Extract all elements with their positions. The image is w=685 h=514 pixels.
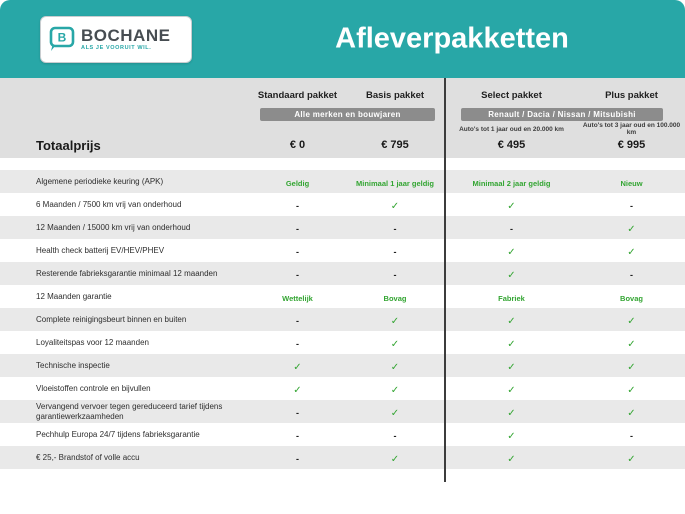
feature-value: Geldig: [285, 178, 310, 188]
feature-cell: [578, 403, 685, 421]
feature-cell: [250, 357, 345, 375]
feature-cell: [345, 380, 445, 398]
check-icon: ✓: [507, 407, 516, 419]
price-basis: € 795: [381, 139, 409, 151]
feature-cell: [445, 334, 578, 352]
feature-cell: [445, 242, 578, 260]
feature-value: Fabriek: [498, 293, 525, 303]
packages-table: [0, 78, 685, 469]
feature-label: Health check batterij EV/HEV/PHEV: [36, 245, 165, 255]
feature-cell: [578, 173, 685, 191]
feature-cell: [345, 449, 445, 467]
feature-cell: [345, 288, 445, 306]
column-divider-line: [444, 78, 446, 482]
table-row: [0, 285, 685, 308]
group-badges-row: [0, 106, 685, 122]
logo-wordmark: BOCHANE: [81, 25, 171, 45]
check-icon: ✓: [627, 361, 636, 373]
logo-tagline: ALS JE VOORUIT WIL.: [81, 44, 152, 51]
table-row: [0, 331, 685, 354]
feature-label: Algemene periodieke keuring (APK): [36, 176, 164, 186]
feature-value: Minimaal 2 jaar geldig: [472, 178, 551, 188]
feature-label: Vervangend vervoer tegen gereduceerd tarief tijdens garantiewerkzaamheden: [36, 401, 223, 421]
column-header-basis: Basis pakket: [365, 89, 425, 101]
check-icon: ✓: [390, 338, 400, 350]
dash-icon: -: [296, 338, 299, 349]
check-icon: ✓: [390, 384, 400, 396]
feature-label: € 25,- Brandstof of volle accu: [36, 452, 140, 462]
feature-cell: [345, 173, 445, 191]
feature-value: Minimaal 1 jaar geldig: [356, 178, 434, 188]
check-icon: ✓: [507, 338, 516, 350]
feature-cell: [250, 173, 345, 191]
page-title: Afleverpakketten: [335, 22, 569, 55]
price-standaard: € 0: [289, 139, 306, 151]
feature-cell: [445, 449, 578, 467]
table-row: [0, 446, 685, 469]
bochane-logo-icon: [48, 25, 76, 53]
column-header-standaard: Standaard pakket: [257, 89, 338, 101]
check-icon: ✓: [627, 246, 636, 258]
bochane-logo: [40, 16, 192, 63]
feature-cell: [250, 265, 345, 283]
feature-cell: [445, 403, 578, 421]
feature-cell: [250, 334, 345, 352]
feature-cell: [578, 334, 685, 352]
table-header-band: [0, 78, 685, 158]
feature-cell: [345, 403, 445, 421]
table-row: [0, 400, 685, 423]
check-icon: ✓: [627, 384, 636, 396]
feature-cell: [345, 426, 445, 444]
feature-cell: [345, 265, 445, 283]
feature-cell: [578, 265, 685, 283]
feature-cell: [445, 288, 578, 306]
dash-icon: -: [393, 269, 397, 280]
feature-value: Bovag: [383, 293, 407, 303]
feature-cell: [250, 403, 345, 421]
feature-cell: [250, 449, 345, 467]
feature-cell: [578, 311, 685, 329]
feature-value: Wettelijk: [282, 293, 313, 303]
table-row: [0, 262, 685, 285]
feature-cell: [345, 219, 445, 237]
feature-cell: [250, 288, 345, 306]
table-row: [0, 377, 685, 400]
column-header-select: Select pakket: [481, 89, 542, 101]
subnote-select: Auto's tot 1 jaar oud en 20.000 km: [459, 125, 564, 133]
dash-icon: -: [296, 430, 299, 441]
table-row: [0, 193, 685, 216]
check-icon: ✓: [390, 361, 400, 373]
top-header-bar: [0, 0, 685, 78]
table-row: [0, 423, 685, 446]
feature-label: 12 Maanden / 15000 km vrij van onderhoud: [36, 222, 191, 232]
dash-icon: -: [296, 223, 299, 234]
dash-icon: -: [296, 315, 299, 326]
feature-label: 6 Maanden / 7500 km vrij van onderhoud: [36, 199, 182, 209]
price-select: € 495: [497, 139, 526, 151]
feature-cell: [578, 219, 685, 237]
feature-cell: [250, 311, 345, 329]
subnotes-row: [0, 122, 685, 136]
feature-cell: [445, 426, 578, 444]
dash-icon: -: [296, 453, 299, 464]
feature-cell: [445, 219, 578, 237]
feature-label: Resterende fabrieksgarantie minimaal 12 maanden: [36, 268, 218, 278]
check-icon: ✓: [507, 246, 516, 258]
check-icon: ✓: [627, 407, 636, 419]
feature-cell: [250, 380, 345, 398]
feature-cell: [445, 265, 578, 283]
check-icon: ✓: [293, 384, 302, 396]
check-icon: ✓: [507, 361, 516, 373]
feature-cell: [445, 357, 578, 375]
feature-cell: [445, 173, 578, 191]
badge-alle-merken: Alle merken en bouwjaren: [260, 108, 435, 121]
check-icon: ✓: [507, 269, 516, 281]
band-gap: [0, 158, 685, 170]
feature-label: Complete reinigingsbeurt binnen en buiten: [36, 314, 187, 324]
dash-icon: -: [393, 246, 397, 257]
feature-rows: [0, 170, 685, 469]
table-row: [0, 239, 685, 262]
check-icon: ✓: [507, 200, 516, 212]
feature-cell: [578, 426, 685, 444]
check-icon: ✓: [627, 315, 636, 327]
feature-cell: [250, 426, 345, 444]
column-header-plus: Plus pakket: [605, 89, 658, 101]
check-icon: ✓: [507, 430, 516, 442]
feature-cell: [578, 449, 685, 467]
table-row: [0, 216, 685, 239]
feature-cell: [578, 242, 685, 260]
dash-icon: -: [296, 407, 299, 418]
feature-cell: [578, 357, 685, 375]
check-icon: ✓: [390, 315, 400, 327]
subnote-plus: Auto's tot 3 jaar oud en 100.000 km: [582, 122, 681, 136]
feature-label: 12 Maanden garantie: [36, 291, 112, 301]
feature-value: Nieuw: [620, 178, 643, 188]
feature-label: Technische inspectie: [36, 360, 110, 370]
check-icon: ✓: [507, 315, 516, 327]
feature-label: Vloeistoffen controle en bijvullen: [36, 383, 151, 393]
dash-icon: -: [630, 269, 633, 280]
feature-cell: [250, 196, 345, 214]
dash-icon: -: [630, 200, 633, 211]
feature-cell: [578, 380, 685, 398]
check-icon: ✓: [627, 223, 636, 235]
check-icon: ✓: [507, 384, 516, 396]
table-row: [0, 170, 685, 193]
check-icon: ✓: [627, 338, 636, 350]
feature-cell: [578, 288, 685, 306]
check-icon: ✓: [390, 407, 400, 419]
table-row: [0, 354, 685, 377]
feature-cell: [345, 196, 445, 214]
feature-cell: [445, 196, 578, 214]
check-icon: ✓: [293, 361, 302, 373]
dash-icon: -: [630, 430, 633, 441]
check-icon: ✓: [390, 453, 400, 465]
feature-cell: [445, 311, 578, 329]
dash-icon: -: [393, 223, 397, 234]
feature-cell: [578, 196, 685, 214]
table-row: [0, 308, 685, 331]
feature-label: Pechhulp Europa 24/7 tijdens fabrieksgarantie: [36, 429, 200, 439]
feature-cell: [345, 242, 445, 260]
feature-value: Bovag: [620, 293, 643, 303]
dash-icon: -: [510, 223, 513, 234]
feature-label: Loyaliteitspas voor 12 maanden: [36, 337, 149, 347]
dash-icon: -: [296, 246, 299, 257]
total-price-label: Totaalprijs: [36, 137, 101, 153]
feature-cell: [250, 242, 345, 260]
feature-cell: [345, 334, 445, 352]
price-plus: € 995: [617, 139, 646, 151]
feature-cell: [445, 380, 578, 398]
feature-cell: [345, 311, 445, 329]
check-icon: ✓: [507, 453, 516, 465]
column-headers-row: [0, 84, 685, 106]
feature-cell: [345, 357, 445, 375]
svg-text:B: B: [57, 30, 67, 45]
badge-brands: Renault / Dacia / Nissan / Mitsubishi: [461, 108, 663, 121]
dash-icon: -: [393, 430, 397, 441]
feature-cell: [250, 219, 345, 237]
dash-icon: -: [296, 269, 299, 280]
check-icon: ✓: [627, 453, 636, 465]
dash-icon: -: [296, 200, 299, 211]
check-icon: ✓: [390, 200, 400, 212]
